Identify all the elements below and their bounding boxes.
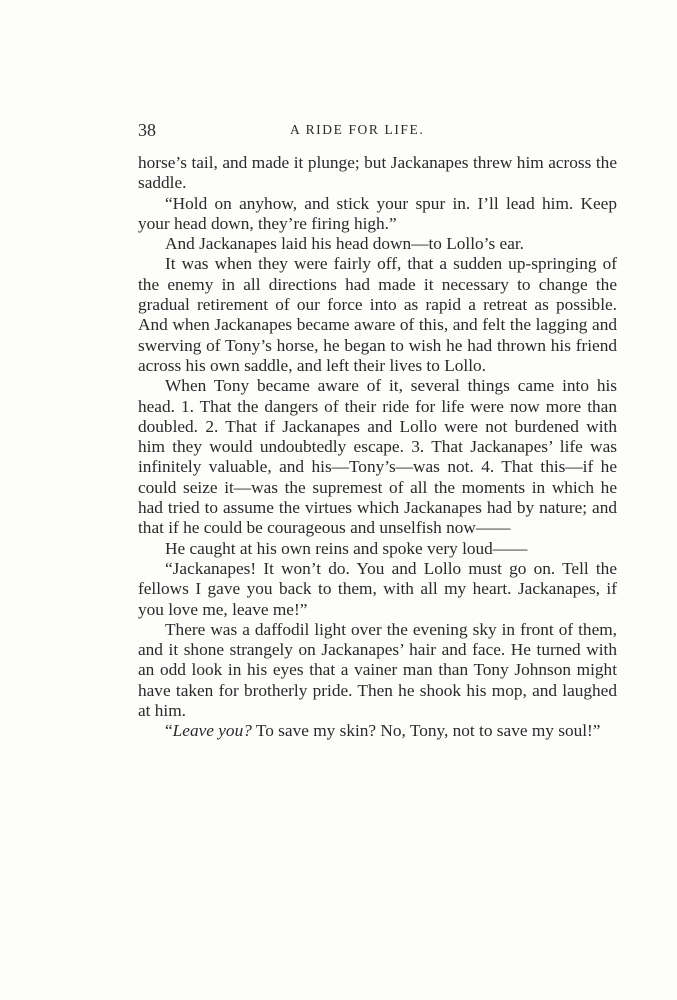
page-number: 38	[138, 120, 156, 140]
italic-phrase: Leave you?	[172, 721, 252, 741]
body-text	[138, 153, 617, 742]
paragraph: There was a daffodil light over the evening sky in front of them, and it shone strangely on Jackanapes’ hair and face. He turned with an odd look in his eyes that a vainer man than Tony Johnson might have taken for brotherly pride. Then he shook his mop, and laughed at him.	[138, 619, 617, 721]
paragraph: It was when they were fairly off, that a sudden up-springing of the enemy in all directions had made it necessary to change the gradual retirement of our force into as rapid a retreat as possible. And when Jackanapes became aware of this, and felt the lagging and swerving of Tony’s horse, he began to wish he had thrown his friend across his own saddle, and left their lives to Lollo.	[138, 254, 617, 375]
paragraph: He caught at his own reins and spoke very loud——	[165, 538, 528, 558]
running-title: A RIDE FOR LIFE.	[290, 122, 425, 137]
paragraph: horse’s tail, and made it plunge; but Jackanapes threw him across the saddle.	[138, 153, 617, 193]
paragraph-rest: To save my skin? No, Tony, not to save my soul!”	[251, 721, 601, 741]
paragraph-final	[138, 721, 617, 741]
running-head	[138, 120, 617, 144]
paragraph: “Hold on anyhow, and stick your spur in. I’ll lead him. Keep your head down, they’re firing high.”	[138, 193, 617, 233]
paragraph: And Jackanapes laid his head down—to Lollo’s ear.	[165, 234, 524, 254]
paragraph: When Tony became aware of it, several things came into his head. 1. That the dangers of their ride for life were now more than doubled. 2. That if Jackanapes and Lollo were not burdened with him they would undoubtedly escape. 3. That Jackanapes’ life was infinitely valuable, and his—Tony’s—was not. 4. That this—if he could seize it—was the supremest of all the moments in which he had tried to assume the virtues which Jackanapes had by nature; and that if he could be courageous and unselfish now——	[138, 376, 617, 538]
paragraph: “Jackanapes! It won’t do. You and Lollo must go on. Tell the fellows I gave you back to them, with all my heart. Jackanapes, if you love me, leave me!”	[138, 558, 617, 619]
quote-open: “	[165, 721, 173, 741]
